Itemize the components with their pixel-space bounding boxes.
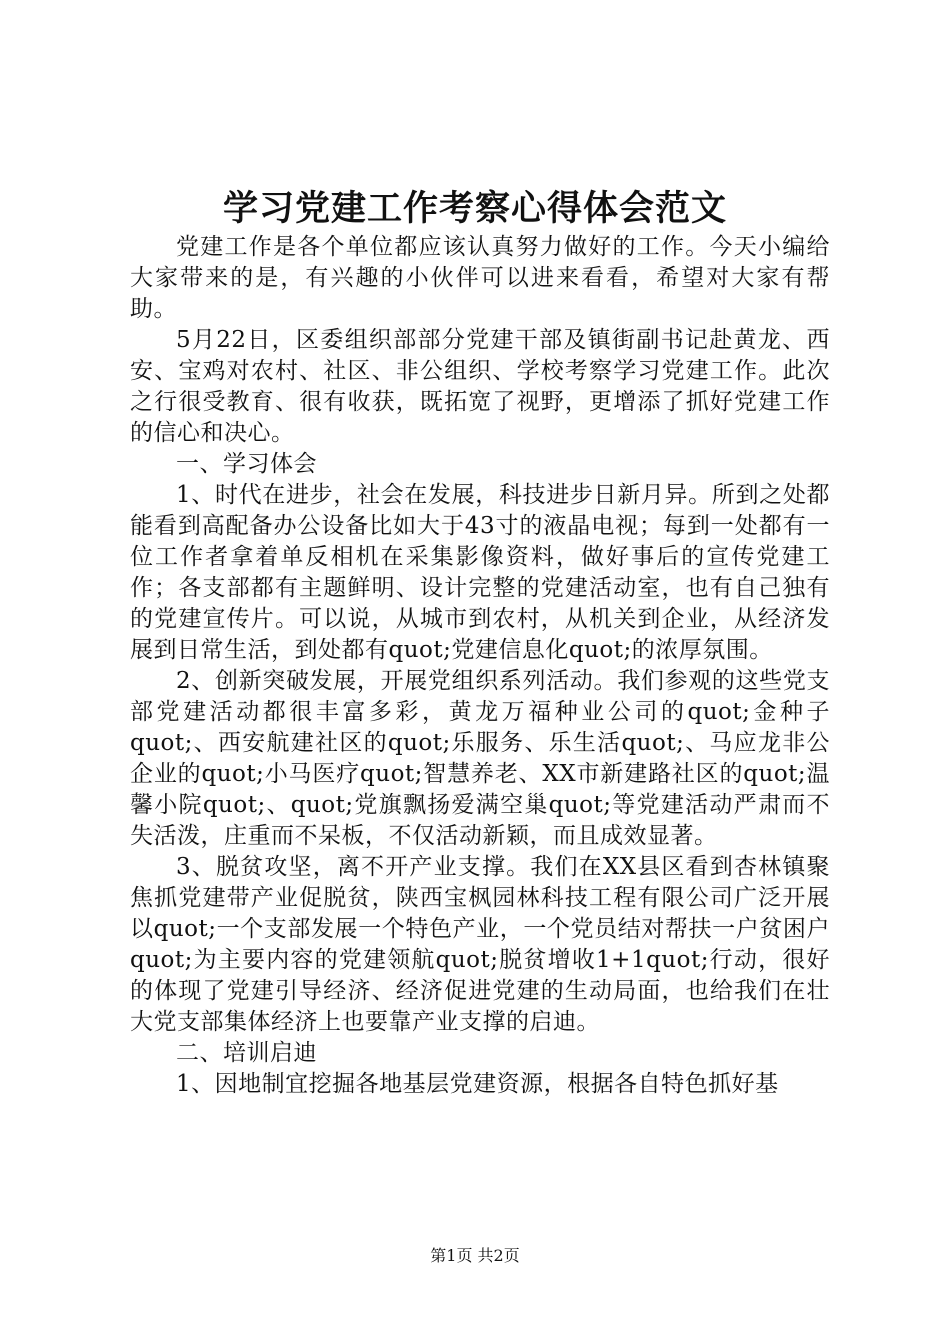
document-title: 学习党建工作考察心得体会范文 bbox=[222, 188, 727, 229]
paragraph-training-1: 1、因地制宜挖掘各地基层党建资源，根据各自特色抓好基 bbox=[176, 1071, 779, 1097]
page-number: 第1页 共2页 bbox=[430, 1246, 520, 1265]
paragraph-intro: 党建工作是各个单位都应该认真努力做好的工作。今天小编给大家带来的是，有兴趣的小伙伴可以进来看看，希望对大家有帮助。 bbox=[130, 234, 830, 322]
paragraph-point-1: 1、时代在进步，社会在发展，科技进步日新月异。所到之处都能看到高配备办公设备比如大于43寸的液晶电视；每到一处都有一位工作者拿着单反相机在采集影像资料，做好事后的宣传党建工作；各支部都有主题鲜明、设计完整的党建活动室，也有自己独有的党建宣传片。可以说，从城市到农村，从机关到企业，从经济发展到日常生活，到处都有quot;党建信息化quot;的浓厚氛围。 bbox=[130, 482, 830, 663]
paragraph-point-2: 2、创新突破发展，开展党组织系列活动。我们参观的这些党支部党建活动都很丰富多彩，黄龙万福种业公司的quot;金种子quot;、西安航建社区的quot;乐服务、乐生活quot;、马应龙非公企业的quot;小马医疗quot;智慧养老、XX市新建路社区的quot;温馨小院quot;、quot;党旗飘扬爱满空巢quot;等党建活动严肃而不失活泼，庄重而不呆板，不仅活动新颖，而且成效显著。 bbox=[130, 668, 830, 849]
paragraph-trip: 5月22日，区委组织部部分党建干部及镇街副书记赴黄龙、西安、宝鸡对农村、社区、非公组织、学校考察学习党建工作。此次之行很受教育、很有收获，既拓宽了视野，更增添了抓好党建工作的信心和决心。 bbox=[130, 327, 830, 446]
section-heading-learning: 一、学习体会 bbox=[176, 451, 317, 477]
paragraph-point-3: 3、脱贫攻坚，离不开产业支撑。我们在XX县区看到杏林镇聚焦抓党建带产业促脱贫，陕西宝枫园林科技工程有限公司广泛开展以quot;一个支部发展一个特色产业，一个党员结对帮扶一户贫困户quot;为主要内容的党建领航quot;脱贫增收1+1quot;行动，很好的体现了党建引导经济、经济促进党建的生动局面，也给我们在壮大党支部集体经济上也要靠产业支撑的启迪。 bbox=[130, 854, 830, 1035]
section-heading-training: 二、培训启迪 bbox=[176, 1040, 317, 1066]
document-body bbox=[130, 232, 830, 1100]
